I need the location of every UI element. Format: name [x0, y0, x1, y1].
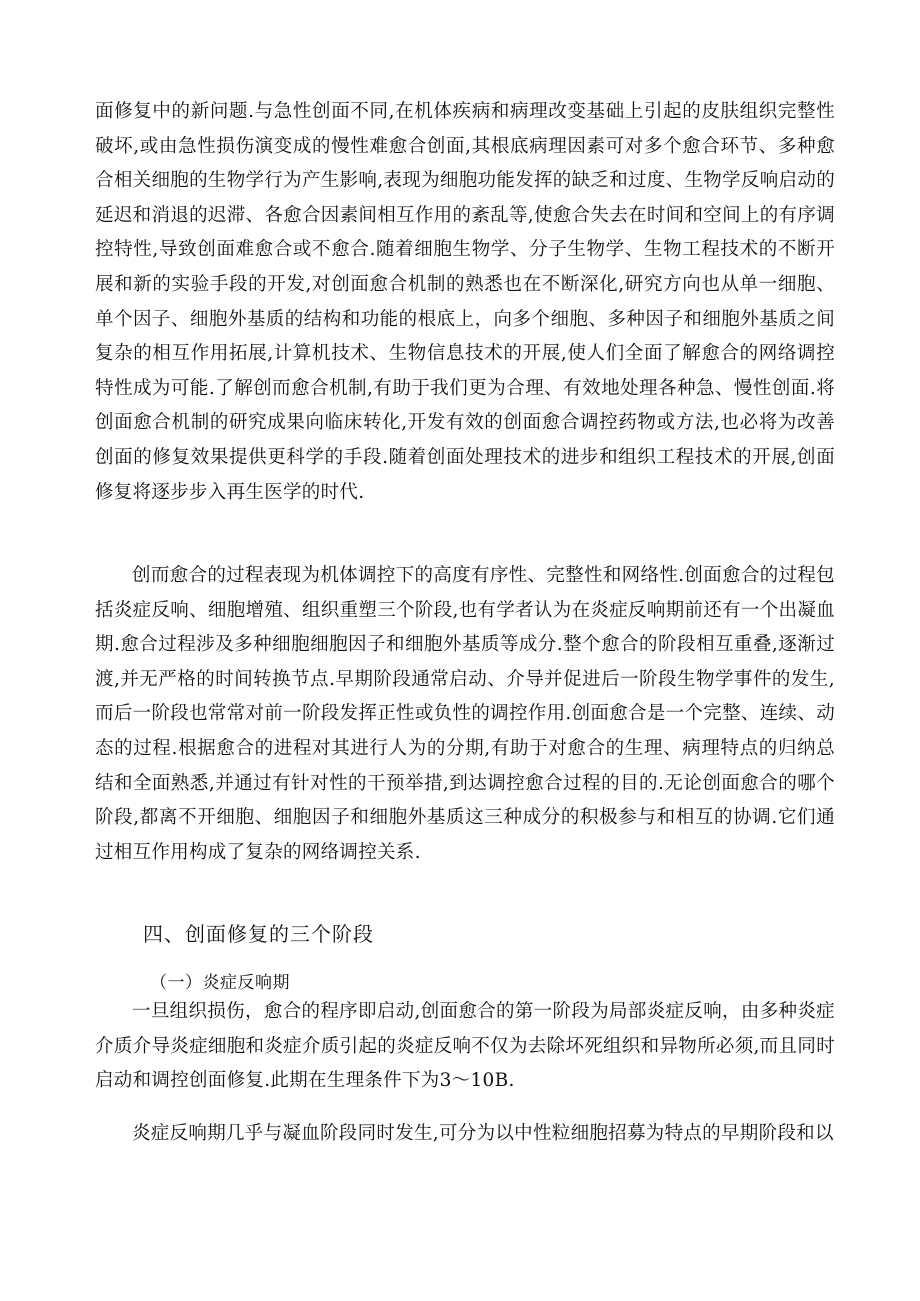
body-paragraph: 面修复中的新问题.与急性创面不同,在机体疾病和病理改变基础上引起的皮肤组织完整性破坏,或由急性损伤演变成的慢性难愈合创面,其根底病理因素可对多个愈合环节、多种愈合相关细胞的生物学行为产生影响,表现为细胞功能发挥的缺乏和过度、生物学反响启动的延迟和消退的迟滞、各愈合因素间相互作用的紊乱等,使愈合失去在时间和空间上的有序调控特性,导致创面难愈合或不愈合.随着细胞生物学、分子生物学、生物工程技术的不断开展和新的实验手段的开发,对创面愈合机制的熟悉也在不断深化,研究方向也从单一细胞、单个因子、细胞外基质的结构和功能的根底上，向多个细胞、多种因子和细胞外基质之间复杂的相互作用拓展,计算机技术、生物信息技术的开展,使人们全面了解愈合的网络调控特性成为可能.了解创而愈合机制,有助于我们更为合理、有效地处理各种急、慢性创面.将创面愈合机制的研究成果向临床转化,开发有效的创面愈合调控药物或方法,也必将为改善创面的修复效果提供更科学的手段.随着创面处理技术的进步和组织工程技术的开展,创面修复将逐步步入再生医学的时代. — [95, 101, 835, 503]
subsection-heading: （一）炎症反响期 — [150, 973, 290, 993]
section-heading: 四、创面修复的三个阶段 — [143, 922, 374, 946]
body-paragraph: 一旦组织损伤，愈合的程序即启动,创面愈合的第一阶段为局部炎症反响，由多种炎症介质介导炎症细胞和炎症介质引起的炎症反响不仅为去除坏死组织和异物所必须,而且同时启动和调控创面修复.此期在生理条件下为3～10B. — [95, 1001, 835, 1092]
body-paragraph: 炎症反响期几乎与凝血阶段同时发生,可分为以中性粒细胞招募为特点的早期阶段和以 — [132, 1123, 834, 1144]
body-paragraph: 创而愈合的过程表现为机体调控下的高度有序性、完整性和网络性.创面愈合的过程包括炎症反响、细胞增殖、组织重塑三个阶段,也有学者认为在炎症反响期前还有一个出凝血期.愈合过程涉及多种细胞细胞因子和细胞外基质等成分.整个愈合的阶段相互重叠,逐渐过渡,并无严格的时间转换节点.早期阶段通常启动、介导并促进后一阶段生物学事件的发生,而后一阶段也常常对前一阶段发挥正性或负性的调控作用.创面愈合是一个完整、连续、动态的过程.根据愈合的进程对其进行人为的分期,有助于对愈合的生理、病理特点的归纳总结和全面熟悉,并通过有针对性的干预举措,到达调控愈合过程的目的.无论创面愈合的哪个阶段,都离不开细胞、细胞因子和细胞外基质这三种成分的积极参与和相互的协调.它们通过相互作用构成了复杂的网络调控关系. — [95, 565, 835, 863]
